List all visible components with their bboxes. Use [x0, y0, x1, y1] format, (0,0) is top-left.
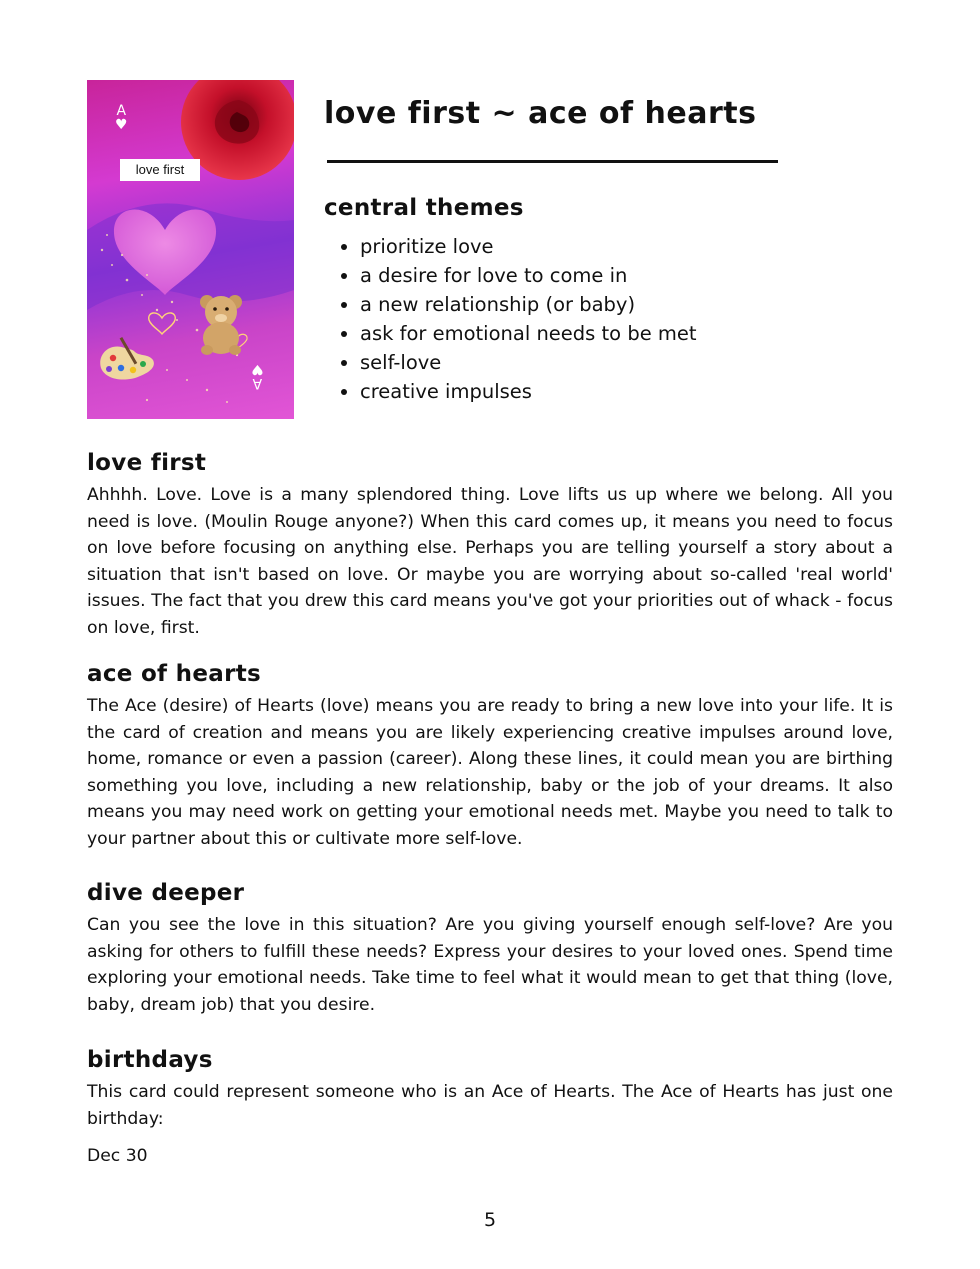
list-item: • prioritize love [360, 232, 697, 261]
love-first-body: Ahhhh. Love. Love is a many splendored thing. Love lifts us up where we belong. All you need is love. (Moulin Rouge anyone?) When this card comes up, it means you need to focus on love before focusing on anything else. Perhaps you are telling yourself a story about a situation that isn't based on love. Or maybe you are worrying about so-called 'real world' issues. The fact that you drew this card means you've got your priorities out of whack - focus on love, first. [87, 485, 893, 638]
list-item: • a desire for love to come in [360, 261, 697, 290]
central-themes-heading: central themes [324, 195, 524, 221]
teddy-bear-icon [200, 295, 242, 355]
list-item: • self-love [360, 348, 697, 377]
birthdays-body: This card could represent someone who is an Ace of Hearts. The Ace of Hearts has just one birthday: [87, 1082, 893, 1129]
ace-of-hearts-heading: ace of hearts [87, 661, 261, 687]
central-themes-list [324, 232, 697, 406]
small-heart-icon [149, 313, 176, 334]
heart-suit-icon: ♥ [251, 361, 264, 377]
love-first-heading: love first [87, 450, 207, 476]
page-number: 5 [483, 1209, 497, 1231]
birthdays-heading: birthdays [87, 1047, 213, 1073]
ace-of-hearts-card-image [87, 80, 294, 419]
list-item: • a new relationship (or baby) [360, 290, 697, 319]
birthday-dates: Dec 30 [87, 1146, 148, 1166]
card-rank-bottom [251, 362, 264, 390]
ace-of-hearts-body: The Ace (desire) of Hearts (love) means you are ready to bring a new love into your life. It is the card of creation and means you are likely experiencing creative impulses around love, home, romance or even a passion (career). Along these lines, it could mean you are birthing something you love, including a new relationship, baby or the job of your dreams. It also means you may need work on getting your emotional needs met. Maybe you need to talk to your partner about this or cultivate more self-love. [87, 696, 893, 849]
page-title: love first ~ ace of hearts [324, 96, 757, 131]
list-item: • creative impulses [360, 377, 697, 406]
title-divider [327, 160, 778, 163]
heart-suit-icon: ♥ [115, 117, 128, 133]
dive-deeper-body: Can you see the love in this situation? Are you giving yourself enough self-love? Are you asking for others to fulfill these needs? Express your desires to your loved ones. Spend time exploring your emotional needs. Take time to feel what it would mean to get that thing (love, baby, dream job) that you desire. [87, 915, 893, 1015]
list-item: • ask for emotional needs to be met [360, 319, 697, 348]
dive-deeper-heading: dive deeper [87, 880, 245, 906]
card-rank-top [115, 104, 128, 132]
card-rank-letter: A [252, 375, 263, 391]
paint-palette-icon [100, 337, 154, 380]
card-label: love first [120, 159, 200, 181]
card-rank-letter: A [116, 103, 127, 119]
